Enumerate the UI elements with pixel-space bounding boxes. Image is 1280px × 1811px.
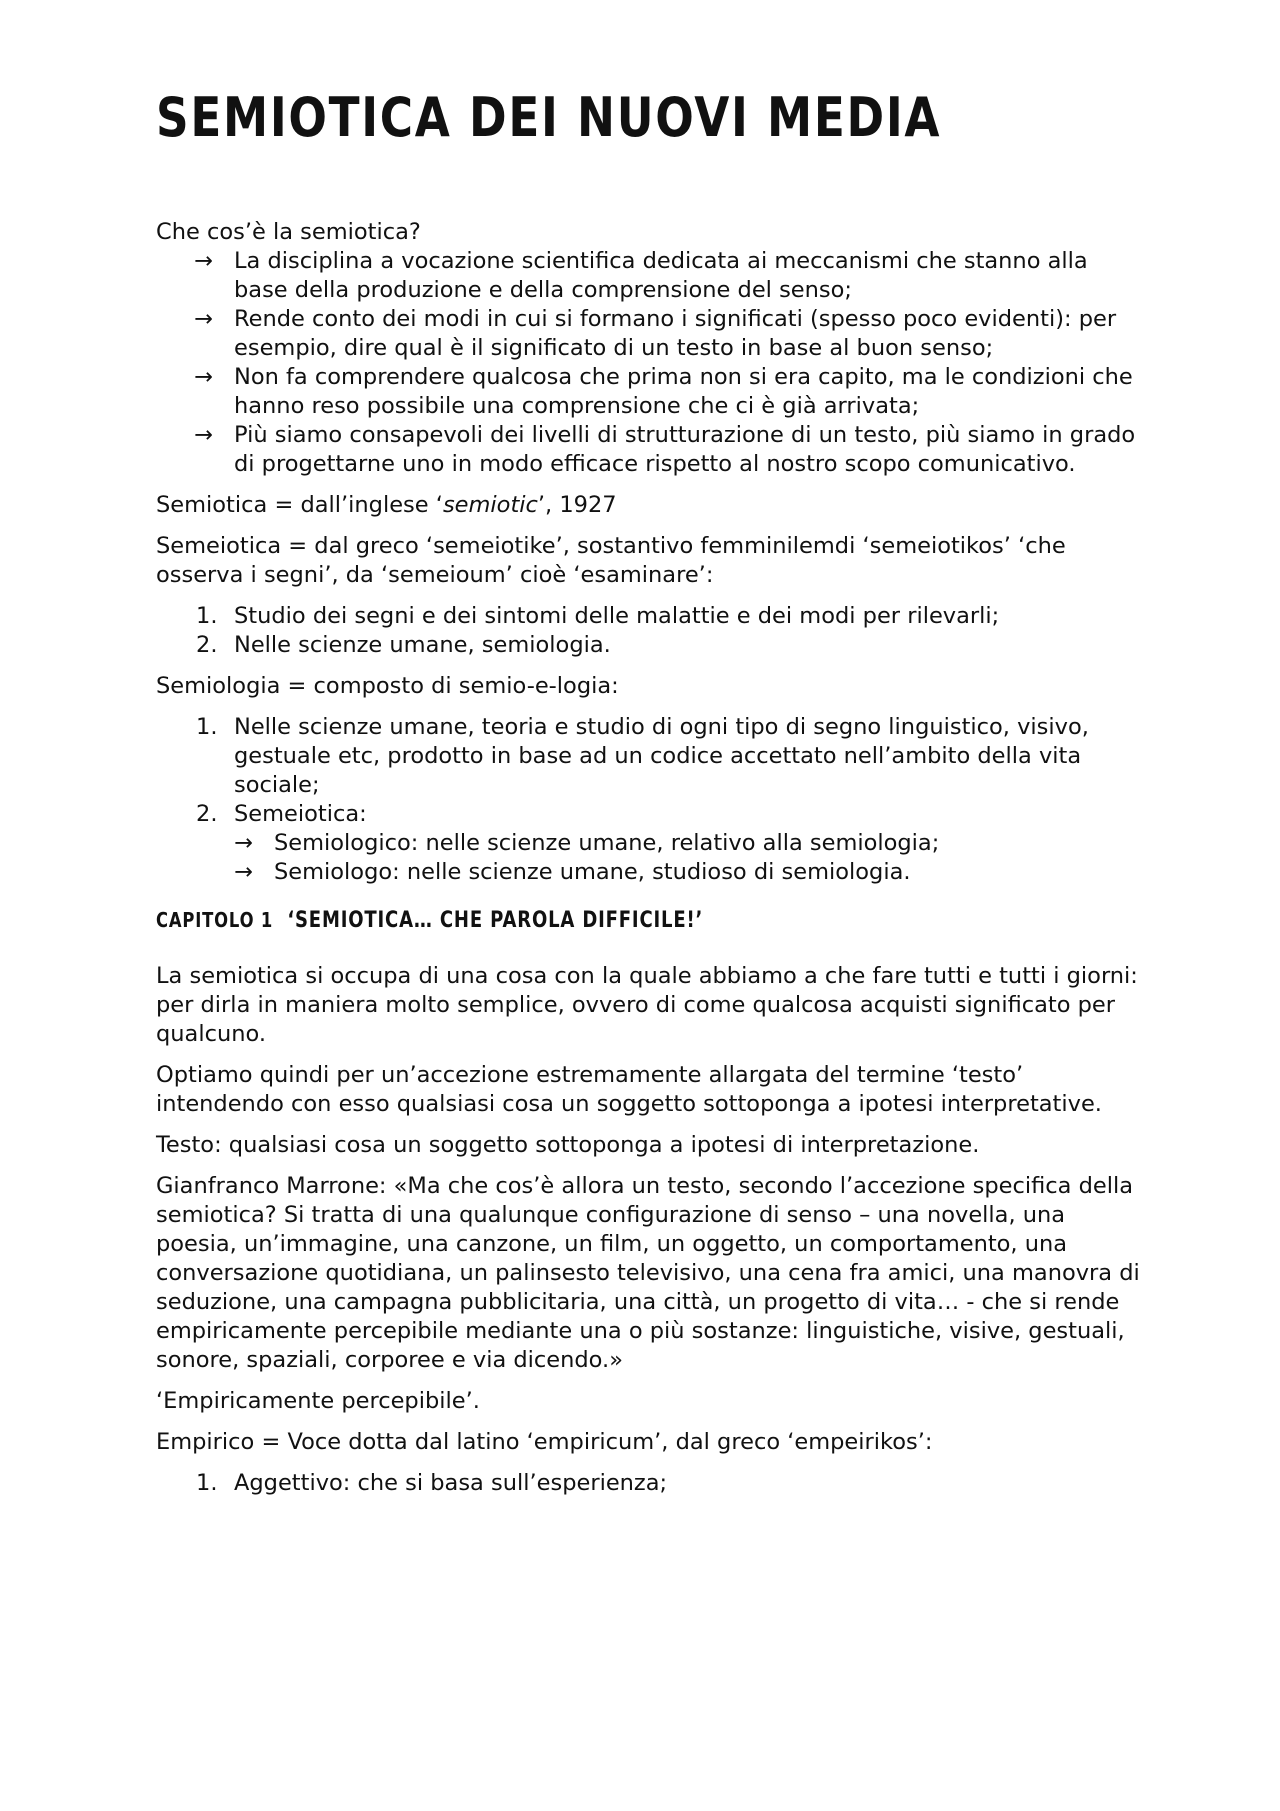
- list-item: → Più siamo consapevoli dei livelli di strutturazione di un testo, più siamo in grado di progettarne uno in modo efficace rispetto al nostro scopo comunicativo.: [194, 422, 1136, 477]
- semeiotica-definition: Semeiotica = dal greco ‘semeiotike’, sostantivo femminilemdi ‘semeiotikos’ ‘che osserva i segni’, da ‘semeioum’ cioè ‘esaminare’:: [156, 533, 1066, 588]
- list-item: → La disciplina a vocazione scientifica dedicata ai meccanismi che stanno alla base della produzione e della comprensione del senso;: [194, 248, 1088, 303]
- arrow-icon: →: [234, 859, 253, 885]
- list-item: 1. Nelle scienze umane, teoria e studio di ogni tipo di segno linguistico, visivo, gestuale etc, prodotto in base ad un codice accettato nell’ambito della vita sociale;: [196, 714, 1089, 798]
- semiologia-list: [156, 713, 1146, 887]
- chapter-heading: CAPITOLO 1 ‘SEMIOTICA… CHE PAROLA DIFFICILE!’: [156, 908, 704, 933]
- semiologia-definition: Semiologia = composto di semio-e-logia:: [156, 673, 619, 699]
- list-item: 2. Nelle scienze umane, semiologia.: [196, 632, 611, 658]
- arrow-icon: →: [194, 364, 213, 390]
- arrow-icon: →: [194, 248, 213, 274]
- semiologia-sublist: [234, 829, 1146, 887]
- list-item: → Non fa comprendere qualcosa che prima non si era capito, ma le condizioni che hanno reso possibile una comprensione che ci è già arrivata;: [194, 364, 1133, 419]
- list-item: 1. Studio dei segni e dei sintomi delle malattie e dei modi per rilevarli;: [196, 603, 1000, 629]
- paragraph: La semiotica si occupa di una cosa con la quale abbiamo a che fare tutti e tutti i giorni: per dirla in maniera molto semplice, ovvero di come qualcosa acquisti significato per qualcuno.: [156, 963, 1138, 1047]
- paragraph: Testo: qualsiasi cosa un soggetto sottoponga a ipotesi di interpretazione.: [156, 1132, 980, 1158]
- paragraph: Optiamo quindi per un’accezione estremamente allargata del termine ‘testo’ intendendo con esso qualsiasi cosa un soggetto sottoponga a ipotesi interpretative.: [156, 1062, 1102, 1117]
- arrow-icon: →: [234, 830, 253, 856]
- arrow-icon: →: [194, 422, 213, 448]
- semiotica-definition: Semiotica = dall’inglese ‘semiotic’, 1927: [156, 492, 617, 518]
- list-item: 1. Aggettivo: che si basa sull’esperienza;: [196, 1470, 668, 1496]
- list-item: → Semiologo: nelle scienze umane, studioso di semiologia.: [234, 859, 911, 885]
- arrow-icon: →: [194, 306, 213, 332]
- paragraph: ‘Empiricamente percepibile’.: [156, 1388, 480, 1414]
- page-title: SEMIOTICA DEI NUOVI MEDIA: [156, 86, 942, 149]
- intro-question: Che cos’è la semiotica?: [156, 219, 421, 245]
- quote-paragraph: Gianfranco Marrone: «Ma che cos’è allora un testo, secondo l’accezione specifica della semiotica? Si tratta di una qualunque configurazione di senso – una novella, una poesia, un’immagine, una canzone, un film, un oggetto, un comportamento, una conversazione quotidiana, un palinsesto televisivo, una cena fra amici, una manovra di seduzione, una campagna pubblicitaria, una città, un progetto di vita… - che si rende empiricamente percepibile mediante una o più sostanze: linguistiche, visive, gestuali, sonore, spaziali, corporee e via dicendo.»: [156, 1173, 1140, 1373]
- list-item: → Semiologico: nelle scienze umane, relativo alla semiologia;: [234, 830, 940, 856]
- semeiotica-list: [156, 602, 1146, 660]
- empirico-list: [156, 1469, 1146, 1498]
- list-item: 2. Semeiotica: → Semiologico: nelle scienze umane, relativo alla semiologia; → Semiologo: nelle scienze umane, studioso di semiologia.: [156, 800, 1146, 887]
- document-page: [156, 88, 1146, 1510]
- paragraph: Empirico = Voce dotta dal latino ‘empiricum’, dal greco ‘empeirikos’:: [156, 1429, 933, 1455]
- list-item: → Rende conto dei modi in cui si formano i significati (spesso poco evidenti): per esempio, dire qual è il significato di un testo in base al buon senso;: [194, 306, 1117, 361]
- intro-points-list: [156, 247, 1146, 479]
